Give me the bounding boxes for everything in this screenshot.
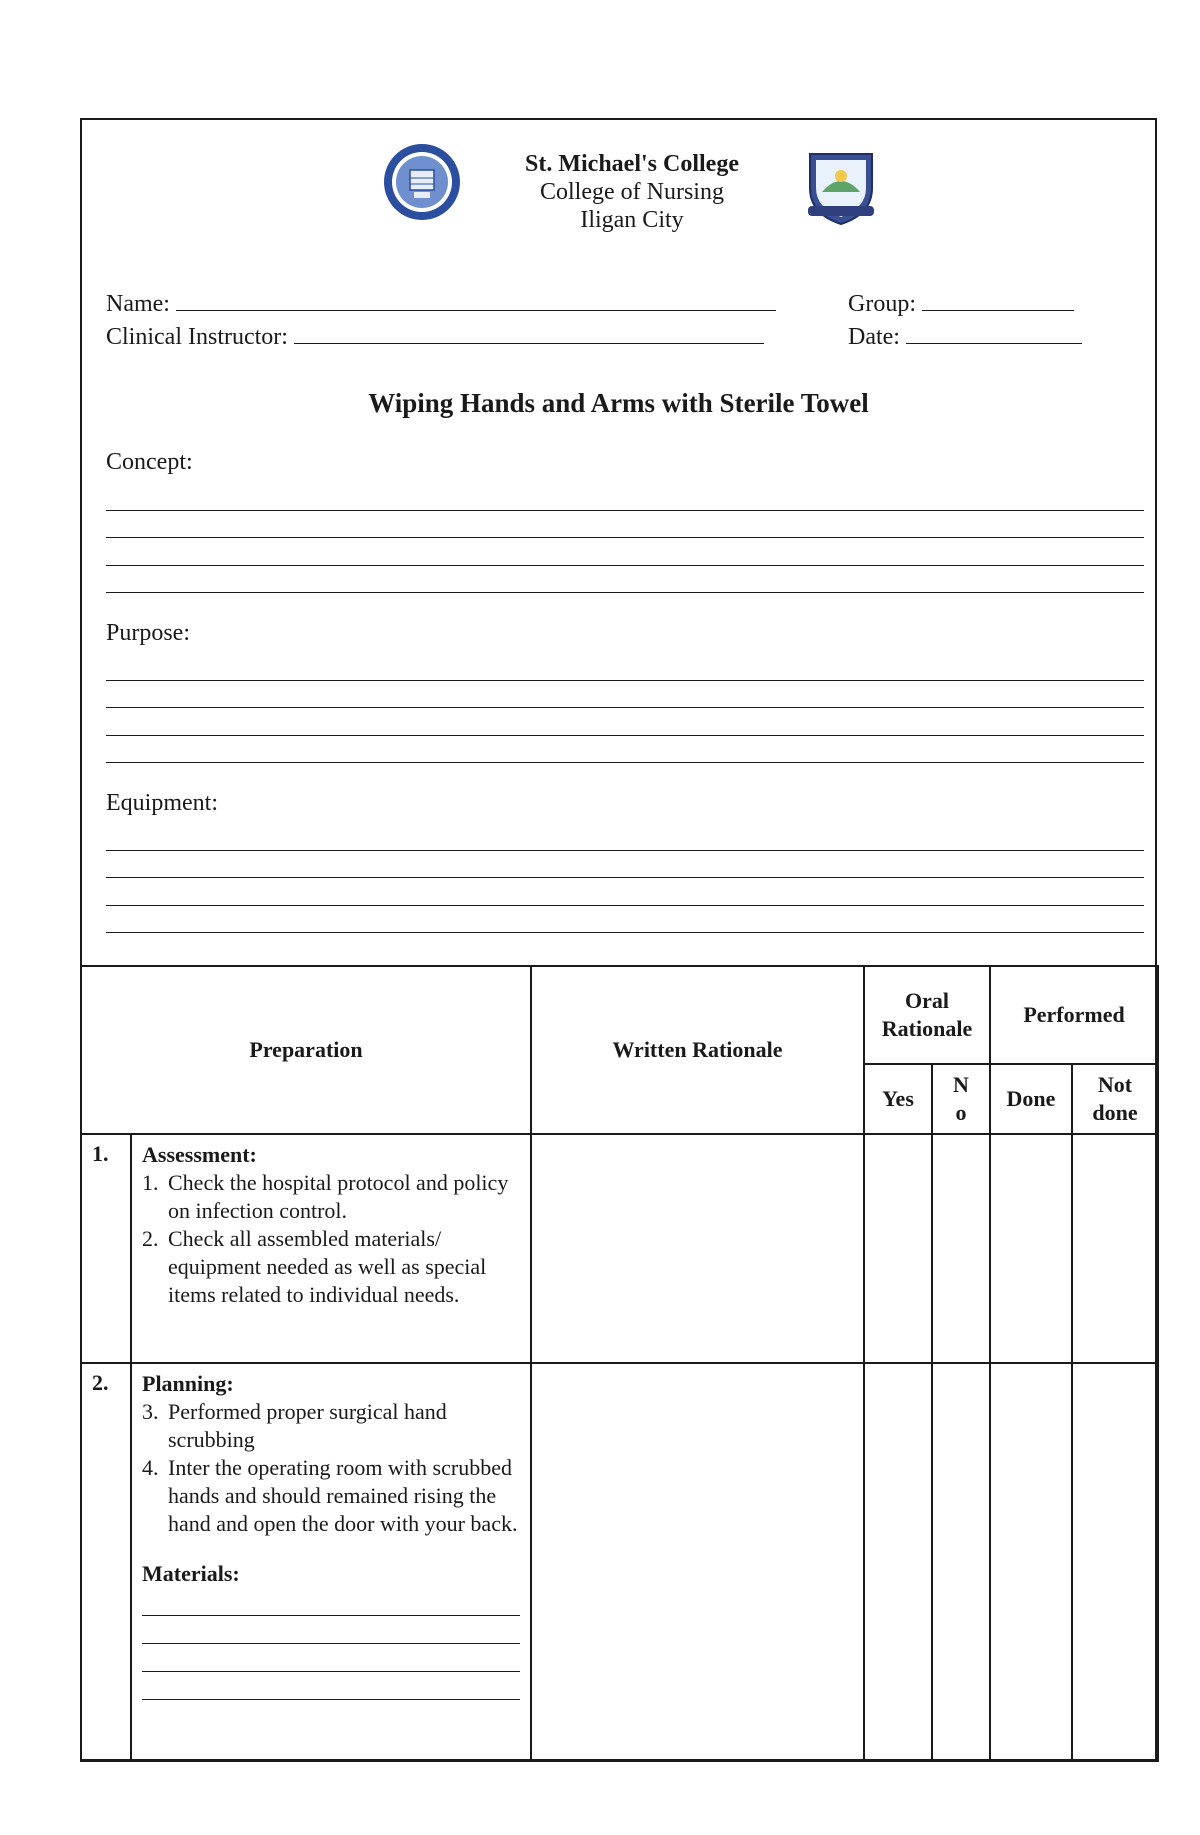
oral-yes-cell[interactable] bbox=[864, 1134, 932, 1363]
procedure-checklist-table bbox=[80, 965, 1159, 1762]
nursing-crest-logo bbox=[804, 148, 878, 226]
college-name: St. Michael's College bbox=[525, 151, 739, 177]
written-rationale-cell[interactable] bbox=[531, 1363, 864, 1761]
done-cell[interactable] bbox=[990, 1363, 1072, 1761]
date-label: Date: bbox=[848, 324, 900, 350]
oral-no-cell[interactable] bbox=[932, 1134, 990, 1363]
form-header bbox=[82, 120, 1155, 965]
list-item: 2. Check all assembled materials/ equipment needed as well as special items related to individual needs. bbox=[142, 1226, 487, 1307]
step-heading: Assessment: bbox=[142, 1142, 257, 1167]
list-item: 1. Check the hospital protocol and policy on infection control. bbox=[142, 1170, 509, 1223]
performed-header: Performed bbox=[990, 966, 1158, 1064]
no-header: No bbox=[932, 1064, 990, 1134]
list-item: 4. Inter the operating room with scrubbed hands and should remained rising the hand and open the door with your back. bbox=[142, 1455, 518, 1536]
written-rationale-cell[interactable] bbox=[531, 1134, 864, 1363]
assessment-cell bbox=[131, 1134, 531, 1363]
instructor-field-row bbox=[106, 321, 764, 351]
college-seal-logo bbox=[382, 142, 462, 222]
purpose-label: Purpose: bbox=[106, 620, 190, 646]
written-rationale-header: Written Rationale bbox=[531, 966, 864, 1134]
planning-cell bbox=[131, 1363, 531, 1761]
instructor-label: Clinical Instructor: bbox=[106, 324, 288, 350]
college-info bbox=[462, 150, 802, 234]
not-done-cell[interactable] bbox=[1072, 1363, 1158, 1761]
equipment-label: Equipment: bbox=[106, 790, 218, 816]
yes-header: Yes bbox=[864, 1064, 932, 1134]
group-field-row bbox=[848, 288, 1074, 318]
done-header: Done bbox=[990, 1064, 1072, 1134]
concept-lines[interactable] bbox=[106, 483, 1144, 593]
step-number: 1. bbox=[81, 1134, 131, 1363]
concept-label: Concept: bbox=[106, 449, 193, 475]
table-row bbox=[81, 1134, 1158, 1363]
table-row bbox=[81, 1363, 1158, 1761]
oral-no-cell[interactable] bbox=[932, 1363, 990, 1761]
done-cell[interactable] bbox=[990, 1134, 1072, 1363]
not-done-cell[interactable] bbox=[1072, 1134, 1158, 1363]
name-field[interactable] bbox=[176, 288, 776, 311]
oral-rationale-header: Oral Rationale bbox=[864, 966, 990, 1064]
name-field-row bbox=[106, 288, 776, 318]
list-item: 3. Performed proper surgical hand scrubbing bbox=[142, 1399, 447, 1452]
materials-lines[interactable] bbox=[142, 1588, 520, 1700]
city-name: Iligan City bbox=[580, 207, 684, 233]
department-name: College of Nursing bbox=[540, 179, 724, 205]
oral-yes-cell[interactable] bbox=[864, 1363, 932, 1761]
step-heading: Planning: bbox=[142, 1371, 234, 1396]
preparation-header: Preparation bbox=[81, 966, 531, 1134]
group-field[interactable] bbox=[922, 288, 1074, 311]
equipment-lines[interactable] bbox=[106, 823, 1144, 933]
materials-label: Materials: bbox=[142, 1561, 240, 1586]
not-done-header: Not done bbox=[1072, 1064, 1158, 1134]
step-number: 2. bbox=[81, 1363, 131, 1761]
page-title: Wiping Hands and Arms with Sterile Towel bbox=[368, 388, 869, 418]
date-field[interactable] bbox=[906, 321, 1082, 344]
group-label: Group: bbox=[848, 291, 916, 317]
instructor-field[interactable] bbox=[294, 321, 764, 344]
date-field-row bbox=[848, 321, 1082, 351]
nursing-checklist-form bbox=[80, 118, 1157, 1761]
purpose-lines[interactable] bbox=[106, 653, 1144, 763]
name-label: Name: bbox=[106, 291, 170, 317]
